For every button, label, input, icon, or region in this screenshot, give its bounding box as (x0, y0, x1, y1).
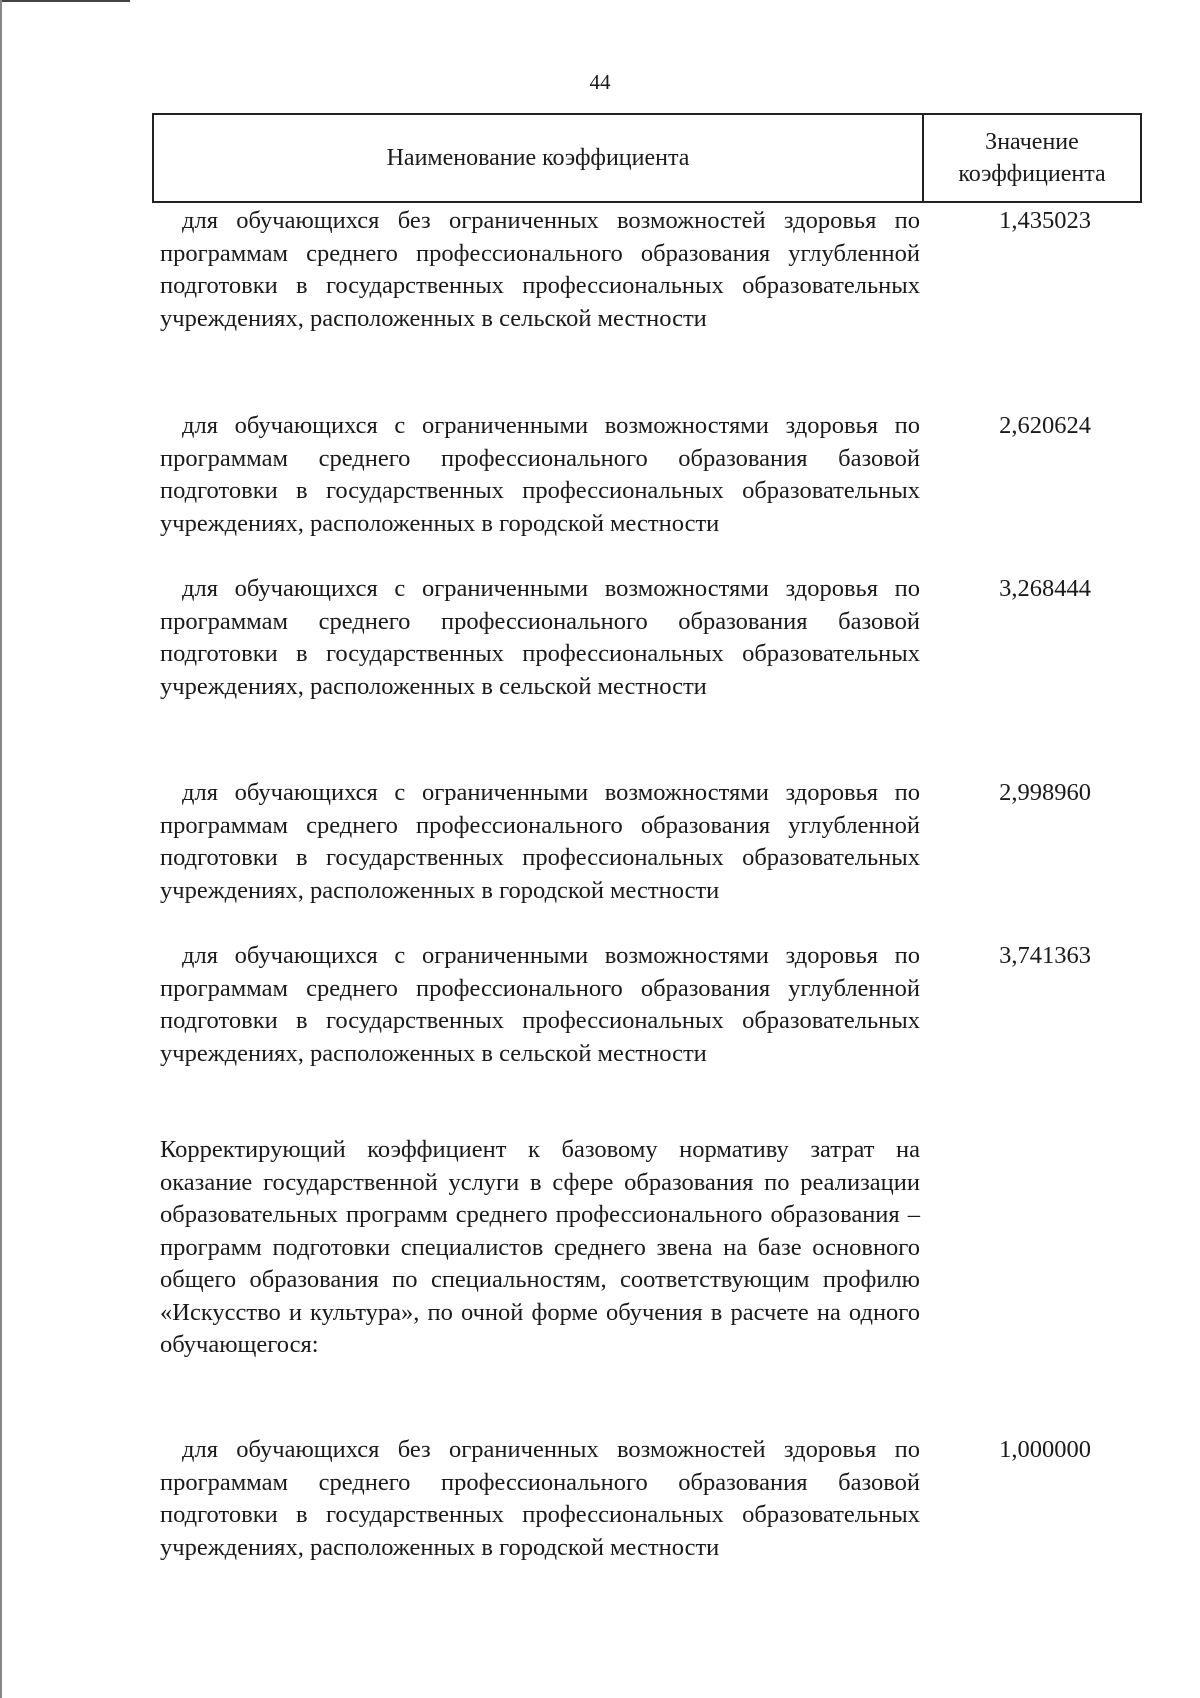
row-value: 1,000000 (999, 1436, 1091, 1463)
row-text: для обучающихся с ограниченными возможностями здоровья по программам среднего профессионального образования углубленной подготовки в государственных профессиональных образовательных учреждениях, расположенных в городской местности (160, 779, 920, 904)
table-row (160, 573, 920, 703)
table-row (160, 1434, 920, 1564)
row-value: 2,620624 (999, 412, 1091, 439)
row-text: для обучающихся без ограниченных возможностей здоровья по программам среднего профессионального образования углубленной подготовки в государственных профессиональных образовательных учреждениях, расположенных в сельской местности (160, 207, 920, 332)
section-heading (160, 1134, 920, 1362)
row-value: 3,268444 (999, 575, 1091, 602)
page-number: 44 (589, 70, 611, 94)
row-text: для обучающихся с ограниченными возможностями здоровья по программам среднего профессионального образования базовой подготовки в государственных профессиональных образовательных учреждениях, расположенных в сельской местности (160, 575, 920, 700)
row-value: 2,998960 (999, 779, 1091, 806)
row-text: для обучающихся без ограниченных возможностей здоровья по программам среднего профессионального образования базовой подготовки в государственных профессиональных образовательных учреждениях, расположенных в городской местности (160, 1436, 920, 1561)
column-header-name: Наименование коэффициента (154, 115, 924, 201)
table-row (160, 205, 920, 335)
table-row (160, 940, 920, 1070)
table-row (160, 410, 920, 540)
scan-edge-top (0, 0, 130, 2)
scan-edge-left (0, 0, 2, 1698)
row-text: для обучающихся с ограниченными возможностями здоровья по программам среднего профессионального образования базовой подготовки в государственных профессиональных образовательных учреждениях, расположенных в городской местности (160, 412, 920, 537)
row-value: 3,741363 (999, 942, 1091, 969)
column-header-value: Значение коэффициента (958, 129, 1106, 187)
table-header (152, 113, 1142, 203)
table-row (160, 777, 920, 907)
row-text: для обучающихся с ограниченными возможностями здоровья по программам среднего профессионального образования углубленной подготовки в государственных профессиональных образовательных учреждениях, расположенных в сельской местности (160, 942, 920, 1067)
section-heading-text: Корректирующий коэффициент к базовому нормативу затрат на оказание государственной услуги в сфере образования по реализации образовательных программ среднего профессионального образования – программ подготовки специалистов среднего звена на базе основного общего образования по специальностям, соответствующим профилю «Искусство и культура», по очной форме обучения в расчете на одного обучающегося: (160, 1136, 920, 1358)
row-value: 1,435023 (999, 207, 1091, 234)
